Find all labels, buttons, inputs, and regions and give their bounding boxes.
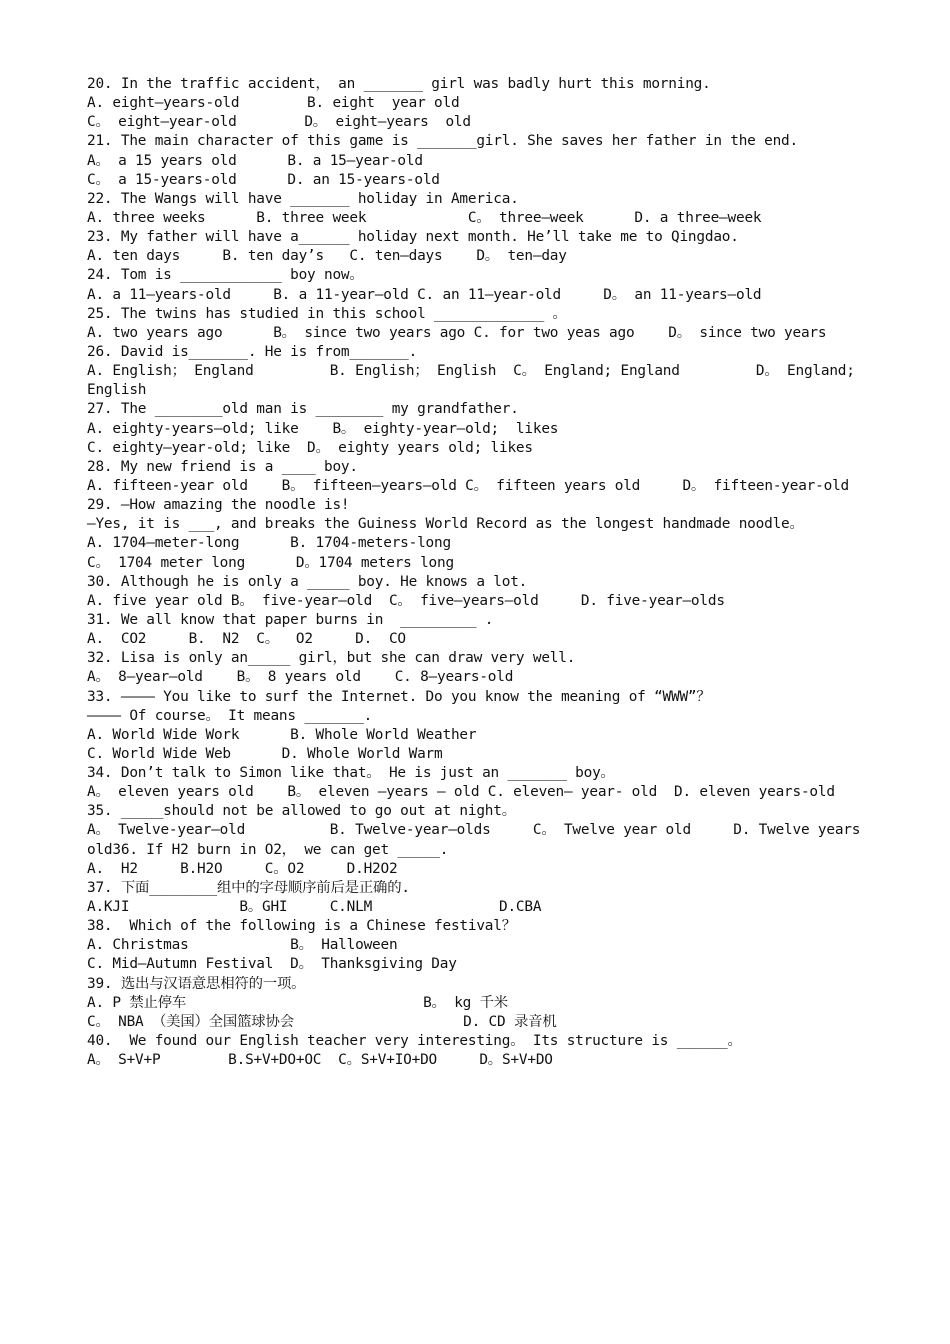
question-25: 25. The twins has studied in this school _____________ 。	[87, 305, 567, 322]
options-37: A.KJI B。GHI C.NLM D.CBA	[87, 899, 542, 916]
options-40: A。 S+V+P B.S+V+DO+OC C。S+V+IO+DO D。S+V+DO	[87, 1052, 553, 1069]
question-29: 29. —How amazing the noodle is!	[87, 497, 350, 514]
options-36: A. H2 B.H2O C。O2 D.H2O2	[87, 860, 398, 877]
question-32: 32. Lisa is only an_____ girl，but she can draw very well.	[87, 650, 576, 667]
options-26: A. English； England B. English； English C。 England; England D。 England;	[87, 363, 855, 380]
options-26-wrap: English	[87, 382, 147, 399]
options-21-ab: A。 a 15 years old B. a 15—year-old	[87, 152, 423, 169]
options-35: A。 Twelve-year—old B. Twelve-year—olds C。 Twelve year old D. Twelve years	[87, 822, 861, 839]
options-39-cd: C。 NBA （美国）全国篮球协会 D. CD 录音机	[87, 1013, 557, 1030]
options-25: A. two years ago B。 since two years ago C. for two yeas ago D。 since two years	[87, 324, 827, 341]
options-33-ab: A. World Wide Work B. Whole World Weather	[87, 726, 477, 743]
question-27: 27. The ________old man is ________ my grandfather.	[87, 401, 519, 418]
question-20: 20. In the traffic accident， an _______ girl was badly hurt this morning.	[87, 76, 711, 92]
question-24: 24. Tom is ____________ boy now。	[87, 267, 364, 284]
options-38-cd: C. Mid—Autumn Festival D。 Thanksgiving Day	[87, 956, 457, 973]
question-33: 33. ———— You like to surf the Internet. Do you know the meaning of “WWW”？	[87, 688, 711, 705]
options-21-cd: C。 a 15-years-old D. an 15-years-old	[87, 171, 440, 188]
question-21: 21. The main character of this game is _______girl. She saves her father in the end.	[87, 133, 798, 150]
question-36: old36. If H2 burn in O2， we can get _____.	[87, 841, 449, 858]
options-31: A. CO2 B. N2 C。 O2 D. CO	[87, 631, 406, 648]
exercise-sheet	[87, 75, 877, 1070]
question-22: 22. The Wangs will have _______ holiday in America.	[87, 190, 519, 207]
question-26: 26. David is_______. He is from_______.	[87, 343, 418, 360]
question-30: 30. Although he is only a _____ boy. He knows a lot.	[87, 573, 528, 590]
options-20-cd: C。 eight—year-old D。 eight—years old	[87, 114, 471, 131]
question-40: 40. We found our English teacher very interesting。 Its structure is ______。	[87, 1033, 742, 1050]
options-22: A. three weeks B. three week C。 three—week D. a three—week	[87, 209, 762, 226]
options-30: A. five year old B。 five-year—old C。 five—years—old D. five-year—olds	[87, 592, 725, 609]
options-23: A. ten days B. ten day’s C. ten—days D。 ten—day	[87, 248, 567, 265]
options-33-cd: C. World Wide Web D. Whole World Warm	[87, 745, 443, 762]
question-28: 28. My new friend is a ____ boy.	[87, 458, 358, 475]
question-37: 37. 下面________组中的字母顺序前后是正确的.	[87, 879, 410, 896]
question-35: 35. _____should not be allowed to go out at night。	[87, 803, 516, 820]
options-29-ab: A. 1704—meter-long B. 1704-meters-long	[87, 535, 451, 552]
question-38: 38. Which of the following is a Chinese festival？	[87, 918, 516, 935]
question-34: 34. Don’t talk to Simon like that。 He is just an _______ boy。	[87, 765, 615, 782]
options-28: A. fifteen-year old B。 fifteen—years—old C。 fifteen years old D。 fifteen-year-old	[87, 477, 850, 494]
options-34: A。 eleven years old B。 eleven –years – old C. eleven— year- old D. eleven years-old	[87, 784, 835, 801]
question-29-reply: —Yes, it is ___, and breaks the Guiness World Record as the longest handmade noodle。	[87, 516, 804, 533]
question-31: 31. We all know that paper burns in _________ .	[87, 611, 494, 628]
options-32: A。 8—year—old B。 8 years old C. 8—years-old	[87, 669, 514, 686]
options-39-ab: A. P 禁止停车 B。 kg 千米	[87, 994, 508, 1011]
question-23: 23. My father will have a______ holiday next month. He’ll take me to Qingdao.	[87, 229, 739, 246]
options-20-ab: A. eight—years-old B. eight year old	[87, 95, 460, 112]
question-39: 39. 选出与汉语意思相符的一项。	[87, 975, 306, 992]
options-27-ab: A. eighty-years—old; like B。 eighty-year—old; likes	[87, 420, 559, 437]
options-27-cd: C. eighty—year-old; like D。 eighty years old; likes	[87, 439, 533, 456]
question-33-reply: ———— Of course。 It means _______.	[87, 707, 373, 724]
options-29-cd: C。 1704 meter long D。1704 meters long	[87, 554, 454, 571]
options-24: A. a 11—years-old B. a 11-year—old C. an 11—year-old D。 an 11-years—old	[87, 286, 762, 303]
options-38-ab: A. Christmas B。 Halloween	[87, 937, 398, 954]
